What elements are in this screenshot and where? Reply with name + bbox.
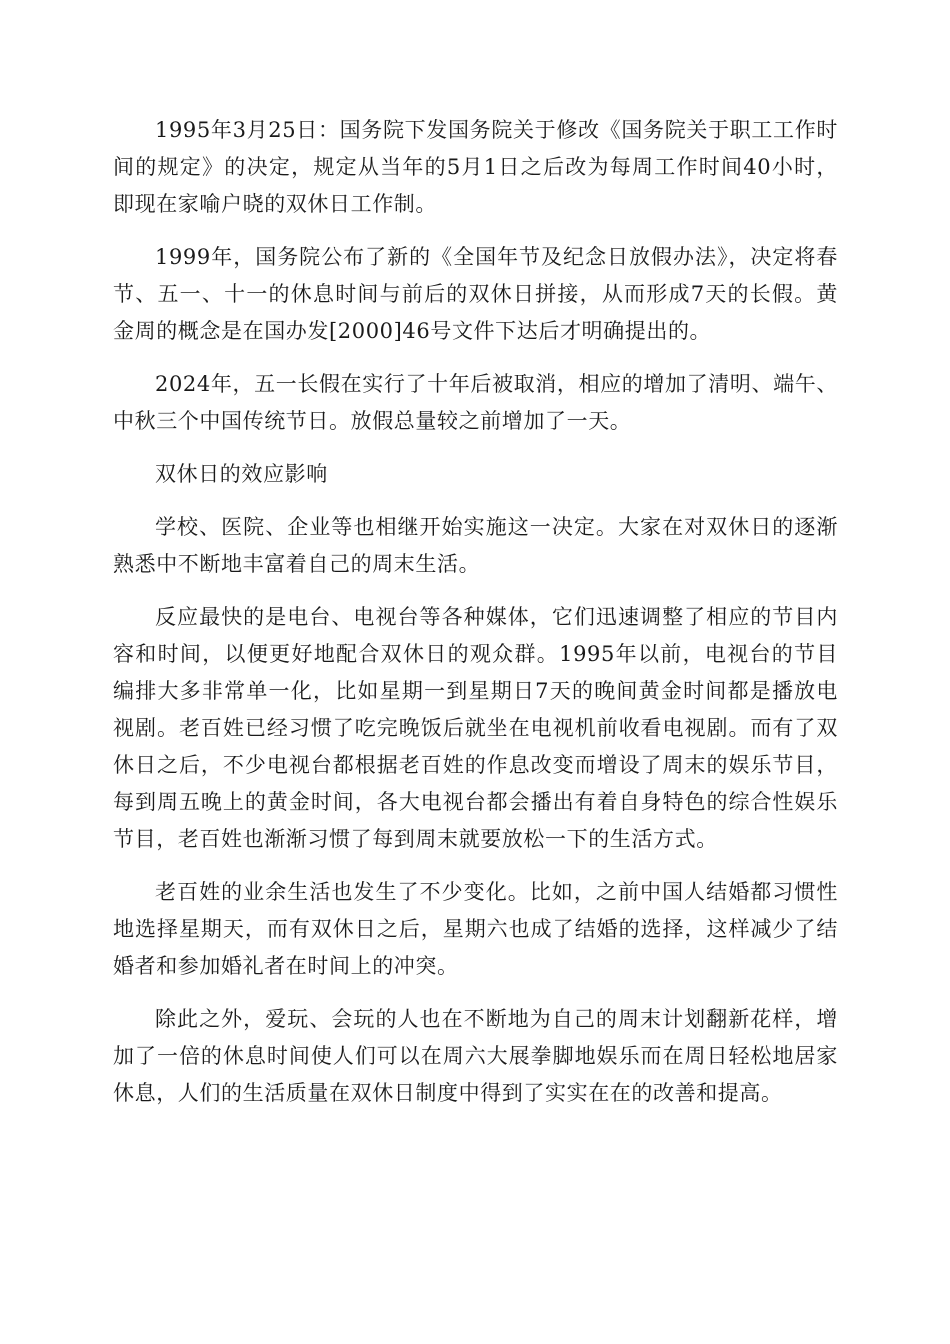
paragraph-quality-of-life: 除此之外，爱玩、会玩的人也在不断地为自己的周末计划翻新花样，增加了一倍的休息时间使人们可以在周六大展拳脚地娱乐而在周日轻松地居家休息，人们的生活质量在双休日制度中得到了实实在在的改善和提高。 xyxy=(113,1007,838,1105)
section-heading-effects: 双休日的效应影响 xyxy=(155,462,328,486)
paragraph-institutions: 学校、医院、企业等也相继开始实施这一决定。大家在对双休日的逐渐熟悉中不断地丰富着自己的周末生活。 xyxy=(113,515,838,576)
paragraph-2024-change: 2024年，五一长假在实行了十年后被取消，相应的增加了清明、端午、中秋三个中国传统节日。放假总量较之前增加了一天。 xyxy=(113,372,838,433)
paragraph-1995-policy: 1995年3月25日：国务院下发国务院关于修改《国务院关于职工工作时间的规定》的决定，规定从当年的5月1日之后改为每周工作时间40小时，即现在家喻户晓的双休日工作制。 xyxy=(113,118,838,216)
document-body xyxy=(113,112,838,1128)
paragraph-leisure-life: 老百姓的业余生活也发生了不少变化。比如，之前中国人结婚都习惯性地选择星期天，而有双休日之后，星期六也成了结婚的选择，这样减少了结婚者和参加婚礼者在时间上的冲突。 xyxy=(113,880,838,978)
paragraph-media: 反应最快的是电台、电视台等各种媒体，它们迅速调整了相应的节目内容和时间，以便更好地配合双休日的观众群。1995年以前，电视台的节目编排大多非常单一化，比如星期一到星期日7天的晚间黄金时间都是播放电视剧。老百姓已经习惯了吃完晚饭后就坐在电视机前收看电视剧。而有了双休日之后，不少电视台都根据老百姓的作息改变而增设了周末的娱乐节目，每到周五晚上的黄金时间，各大电视台都会播出有着自身特色的综合性娱乐节目，老百姓也渐渐习惯了每到周末就要放松一下的生活方式。 xyxy=(113,605,838,851)
paragraph-1999-holidays: 1999年，国务院公布了新的《全国年节及纪念日放假办法》，决定将春节、五一、十一的休息时间与前后的双休日拼接，从而形成7天的长假。黄金周的概念是在国办发[2000]46号文件下达后才明确提出的。 xyxy=(113,245,838,343)
